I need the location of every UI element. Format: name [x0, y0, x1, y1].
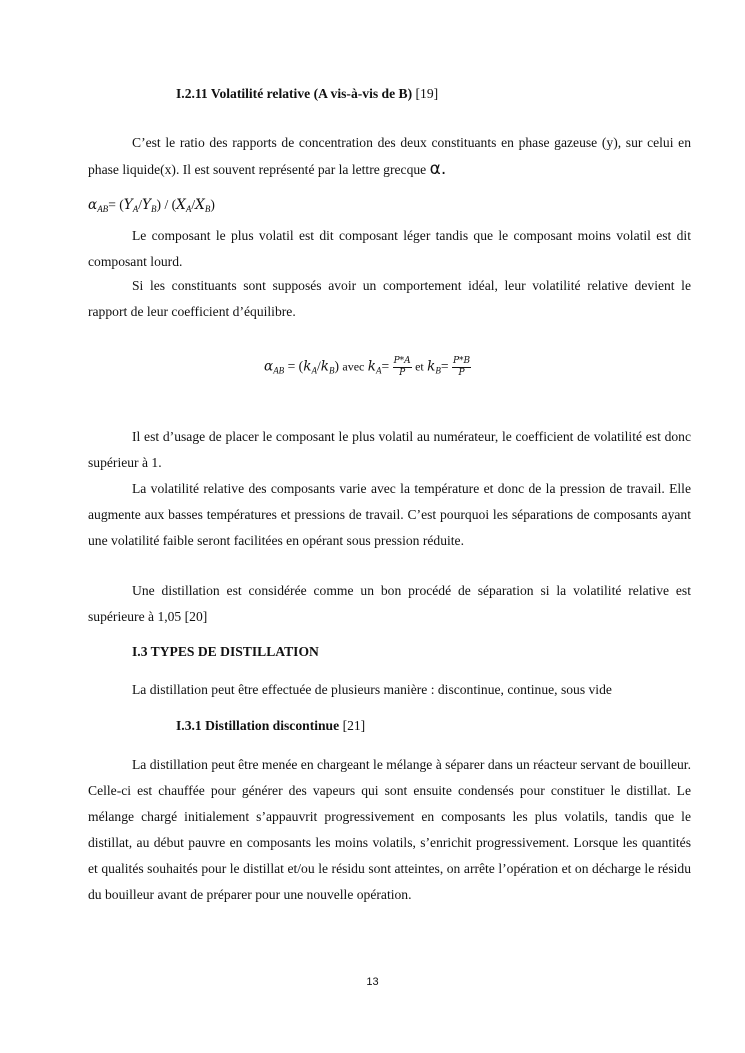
formula-k2: k [320, 358, 329, 375]
formula-x: X [176, 197, 186, 213]
paragraph-text: C’est le ratio des rapports de concentration des deux constituants en phase gazeuse (y), sur celui en phase liquide(x). Il est souvent représenté par la lettre grecque [88, 135, 691, 177]
paragraph-text: Il est d’usage de placer le composant le plus volatil au numérateur, le coefficient de volatilité est donc supérieur à 1. [88, 429, 691, 470]
section-title: I.2.11 Volatilité relative (A vis-à-vis de B) [176, 86, 413, 101]
paragraph-text: La distillation peut être menée en chargeant le mélange à séparer dans un réacteur servant de bouilleur. Celle-ci est chauffée pour générer des vapeurs qui sont ensuite condensés pour constituer le distillat. Le mélange chargé initialement s’appauvrit progressivement en composants les plus volatils, tandis que le distillat, au début pauvre en composants les moins volatils, s’enrichit progressivement. Lorsque les quantités et qualités souhaités pour le distillat et/ou le résidu sont atteintes, on arrête l’opération et on décharge le résidu du bouilleur avant de préparer pour une nouvelle opération. [88, 757, 691, 902]
paragraph-text: La distillation peut être effectuée de plusieurs manière : discontinue, continue, sous vide [132, 682, 612, 697]
section-title: I.3 TYPES DE DISTILLATION [132, 644, 319, 659]
formula-kb-sub: B [435, 365, 441, 376]
fraction-pa-over-p [393, 356, 412, 379]
formula-x-sub-a: A [185, 204, 192, 214]
formula-equals: = ( [108, 197, 124, 212]
section-heading-1-3 [132, 644, 632, 660]
section-reference: [21] [342, 718, 366, 733]
formula-alpha-subscript: AB [97, 204, 109, 214]
formula-y-sub-a: A [132, 204, 139, 214]
formula-x-sub-b: B [204, 204, 211, 214]
formula-kb: k [427, 358, 436, 375]
fraction-denominator: P [399, 368, 406, 378]
paragraph-batch-distillation [88, 752, 691, 908]
fraction-numerator: P*B [453, 356, 471, 366]
section-heading-1-3-1 [176, 718, 676, 734]
formula-close: ) [334, 358, 339, 374]
formula-middle: ) / ( [156, 197, 177, 212]
formula-alpha-subscript: AB [273, 365, 285, 376]
paragraph-text: Le composant le plus volatil est dit composant léger tandis que le composant moins volatil est dit composant lourd. [88, 228, 691, 269]
formula-avec: avec [342, 359, 365, 374]
formula-end: ) [210, 197, 215, 212]
fraction-denominator: P [458, 368, 465, 378]
formula-equals: = ( [284, 358, 304, 374]
section-title: I.3.1 Distillation discontinue [176, 718, 340, 733]
paragraph-text: Une distillation est considérée comme un bon procédé de séparation si la volatilité relative est supérieure à 1,05 [20] [88, 583, 691, 624]
fraction-numerator: P*A [393, 356, 411, 366]
formula-y: Y [123, 197, 133, 213]
paragraph-ideal-behaviour [88, 273, 691, 325]
formula-alpha: α [88, 197, 98, 213]
formula-ka-sub: A [376, 365, 382, 376]
paragraph-ratio-definition [88, 130, 691, 183]
formula-alpha-k: $\alpha_{AB} = (k_A/k_B)$ avec $k_A=$ $\frac{P*A}{P}$ et $k_B=$ $\frac{P*B}{P}$ [264, 356, 471, 378]
formula-y2: Y [142, 197, 152, 213]
paragraph-text: Si les constituants sont supposés avoir un comportement idéal, leur volatilité relative devient le rapport de leur coefficient d’équilibre. [88, 278, 691, 319]
paragraph-light-heavy [88, 223, 691, 275]
fraction-pb-over-p [452, 356, 471, 379]
formula-alpha-yx: $\alpha_{AB}= (Y_A/Y_B) / (X_A/X_B)$ [88, 197, 215, 214]
paragraph-good-separation [88, 578, 691, 630]
section-heading-1-2-11 [176, 86, 676, 102]
formula-ka: k [367, 358, 377, 375]
paragraph-text: La volatilité relative des composants varie avec la température et donc de la pression de travail. Elle augmente aux basses températures et pressions de travail. C’est pourquoi les séparations de composants ayant une volatilité faible seront facilitées en opérant sous pression réduite. [88, 481, 691, 548]
page-number: 13 [366, 976, 379, 988]
formula-et: et [415, 359, 424, 374]
alpha-symbol: α. [429, 159, 447, 179]
formula-k-sub-b: B [328, 365, 335, 376]
formula-alpha: α [264, 358, 274, 375]
paragraph-distillation-types [88, 677, 691, 703]
paragraph-numerator [88, 424, 691, 476]
section-reference: [19] [415, 86, 439, 101]
formula-x2: X [195, 197, 205, 213]
paragraph-temperature-pressure [88, 476, 691, 554]
formula-k: k [303, 358, 312, 375]
formula-y-sub-b: B [151, 204, 157, 214]
formula-k-sub-a: A [311, 365, 317, 376]
